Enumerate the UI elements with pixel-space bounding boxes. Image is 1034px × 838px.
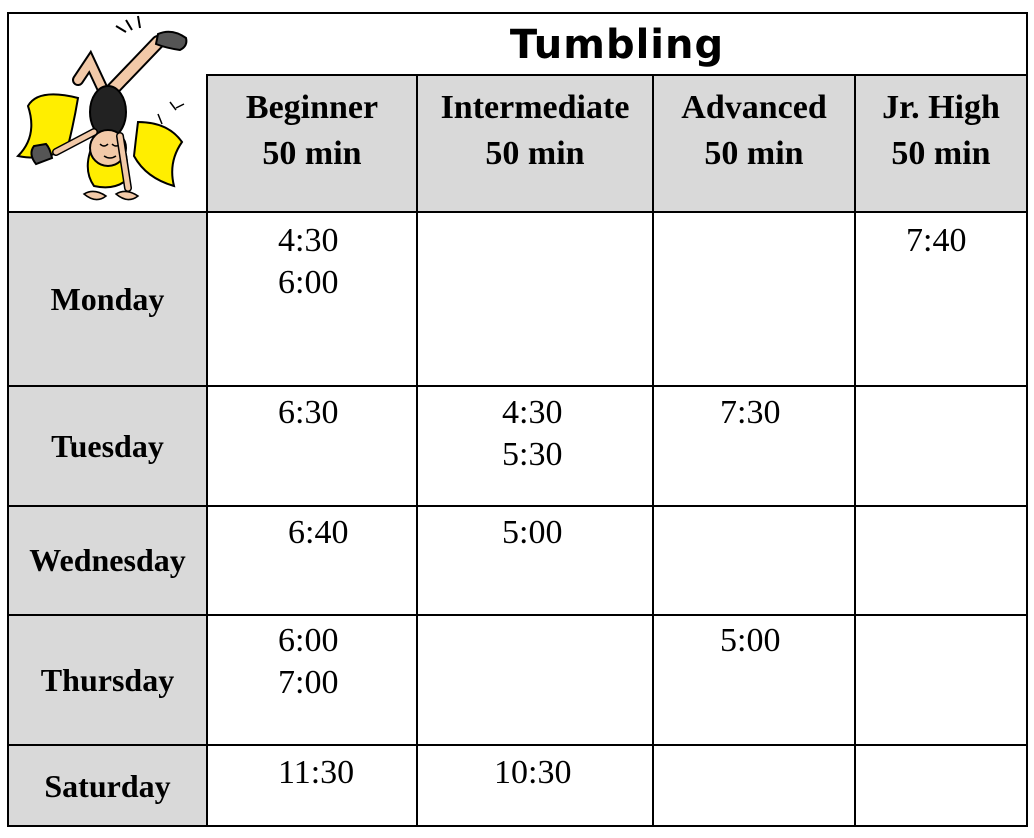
time-cell: 5:00 — [720, 622, 781, 659]
column-name: Beginner — [245, 89, 379, 126]
time-cell: 7:30 — [720, 394, 781, 431]
column-duration: 50 min — [485, 135, 585, 172]
day-label-saturday: Saturday — [8, 745, 207, 827]
schedule-title: Tumbling — [509, 22, 725, 68]
time-cell: 5:00 — [502, 514, 563, 551]
column-duration: 50 min — [262, 135, 362, 172]
column-name: Advanced — [681, 89, 827, 126]
time-cell: 11:30 — [278, 754, 355, 791]
column-header-beginner — [207, 75, 417, 212]
time-cell: 6:40 — [288, 514, 349, 551]
column-header-intermediate — [417, 75, 653, 212]
time-cell: 7:40 — [906, 222, 967, 259]
day-label-thursday: Thursday — [8, 615, 207, 745]
column-duration: 50 min — [704, 135, 804, 172]
time-cell: 4:30 5:30 — [502, 394, 563, 473]
day-label-wednesday: Wednesday — [8, 506, 207, 615]
time-cell: 6:30 — [278, 394, 339, 431]
day-label-tuesday: Tuesday — [8, 386, 207, 506]
day-label-monday: Monday — [8, 212, 207, 386]
column-header-jr-high — [855, 75, 1027, 212]
gymnast-illustration — [8, 12, 206, 212]
time-cell: 6:00 7:00 — [278, 622, 339, 701]
gymnast-icon — [8, 12, 206, 212]
column-name: Intermediate — [440, 89, 630, 126]
time-cell: 4:30 6:00 — [278, 222, 339, 301]
column-duration: 50 min — [891, 135, 991, 172]
column-name: Jr. High — [882, 89, 1000, 126]
time-cell: 10:30 — [494, 754, 572, 791]
column-header-advanced — [653, 75, 855, 212]
